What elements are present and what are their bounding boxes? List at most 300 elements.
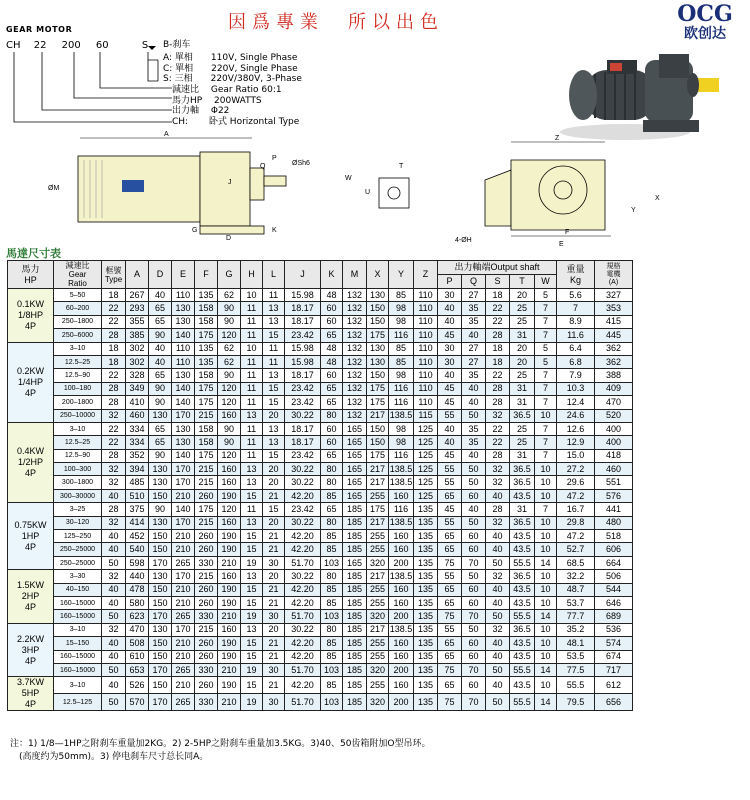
value-cell: 80 (321, 623, 343, 636)
power-cell: 0.4KW 1/2HP 4P (8, 422, 54, 502)
value-cell: 10 (535, 650, 557, 663)
value-cell: 190 (218, 543, 241, 556)
dim-label-z: Z (555, 135, 560, 142)
value-cell: 120 (218, 329, 241, 342)
value-cell: 60 (462, 530, 486, 543)
value-cell: 32.2 (557, 570, 595, 583)
value-cell: 32 (486, 516, 510, 529)
ratio-cell: 250–25000 (54, 556, 102, 569)
value-cell: 22 (486, 302, 510, 315)
value-cell: 165 (343, 436, 367, 449)
value-cell: 35 (462, 422, 486, 435)
value-cell: 40 (486, 489, 510, 502)
value-cell: 375 (126, 503, 149, 516)
value-cell: 414 (126, 516, 149, 529)
value-cell: 8.9 (557, 315, 595, 328)
value-cell: 40 (102, 583, 126, 596)
value-cell: 14 (535, 610, 557, 623)
table-row (8, 449, 633, 462)
value-cell: 40 (102, 596, 126, 609)
value-cell: 5 (535, 289, 557, 302)
value-cell: 717 (595, 663, 633, 676)
table-row (8, 623, 633, 636)
value-cell: 200 (389, 663, 414, 676)
dim-label-q: Q (260, 163, 266, 170)
value-cell: 18.17 (285, 315, 321, 328)
value-cell: 170 (172, 623, 195, 636)
value-cell: 135 (414, 543, 438, 556)
value-cell: 40 (486, 677, 510, 694)
value-cell: 21 (263, 543, 285, 556)
ratio-cell: 5–50 (54, 289, 102, 302)
value-cell: 160 (218, 623, 241, 636)
value-cell: 551 (595, 476, 633, 489)
value-cell: 103 (321, 610, 343, 623)
ratio-cell: 12.5–25 (54, 355, 102, 368)
value-cell: 210 (218, 663, 241, 676)
ratio-cell: 125–250 (54, 530, 102, 543)
value-cell: 10 (535, 476, 557, 489)
value-cell: 14 (535, 694, 557, 711)
value-cell: 35 (462, 302, 486, 315)
value-cell: 440 (126, 570, 149, 583)
value-cell: 30.22 (285, 409, 321, 422)
value-cell: 42.20 (285, 637, 321, 650)
value-cell: 55.5 (510, 663, 535, 676)
footnote-line: 注：1) 1/8—1HP之附刹车重量加2KG。2) 2-5HP之附刹车重量加3.5KG。3)40、50齿箱附加O型吊环。 (10, 739, 431, 749)
value-cell: 130 (367, 289, 389, 302)
value-cell: 65 (149, 369, 172, 382)
value-cell: 580 (126, 596, 149, 609)
value-cell: 330 (195, 663, 218, 676)
value-cell: 536 (595, 623, 633, 636)
table-row (8, 677, 633, 694)
value-cell: 15 (241, 650, 263, 663)
ratio-cell: 300–1800 (54, 476, 102, 489)
value-cell: 50 (486, 610, 510, 623)
value-cell: 24.6 (557, 409, 595, 422)
value-cell: 65 (438, 583, 462, 596)
value-cell: 22 (102, 315, 126, 328)
header-dim: F (195, 261, 218, 289)
dim-label-u: U (365, 189, 371, 196)
value-cell: 18 (102, 342, 126, 355)
value-cell: 260 (195, 596, 218, 609)
value-cell: 90 (218, 315, 241, 328)
value-cell: 12.6 (557, 422, 595, 435)
table-row (8, 650, 633, 663)
value-cell: 165 (343, 422, 367, 435)
value-cell: 110 (414, 315, 438, 328)
value-cell: 40 (149, 355, 172, 368)
value-cell: 653 (126, 663, 149, 676)
value-cell: 674 (595, 650, 633, 663)
value-cell: 15 (241, 530, 263, 543)
value-cell: 260 (195, 530, 218, 543)
value-cell: 13 (241, 463, 263, 476)
value-cell: 11 (241, 315, 263, 328)
value-cell: 110 (414, 329, 438, 342)
value-cell: 158 (195, 369, 218, 382)
value-cell: 175 (195, 503, 218, 516)
value-cell: 36.5 (510, 409, 535, 422)
value-cell: 320 (367, 694, 389, 711)
value-cell: 11 (241, 302, 263, 315)
value-cell: 175 (195, 382, 218, 395)
value-cell: 210 (172, 637, 195, 650)
value-cell: 135 (414, 677, 438, 694)
value-cell: 75 (438, 610, 462, 623)
value-cell: 43.5 (510, 637, 535, 650)
spec-legend (172, 85, 299, 127)
value-cell: 55 (438, 623, 462, 636)
value-cell: 42.20 (285, 596, 321, 609)
ratio-cell: 160–15000 (54, 650, 102, 663)
value-cell: 320 (367, 556, 389, 569)
value-cell: 120 (218, 382, 241, 395)
ratio-cell: 3–10 (54, 342, 102, 355)
table-row (8, 342, 633, 355)
value-cell: 130 (172, 436, 195, 449)
value-cell: 158 (195, 436, 218, 449)
value-cell: 362 (595, 355, 633, 368)
value-cell: 132 (343, 409, 367, 422)
value-cell: 65 (438, 637, 462, 650)
value-cell: 656 (595, 694, 633, 711)
value-cell: 302 (126, 355, 149, 368)
value-cell: 7 (535, 329, 557, 342)
value-cell: 132 (343, 369, 367, 382)
value-cell: 135 (414, 610, 438, 623)
value-cell: 150 (149, 530, 172, 543)
table-row (8, 396, 633, 409)
value-cell: 185 (343, 650, 367, 663)
dim-label-w: W (345, 175, 352, 182)
value-cell: 623 (126, 610, 149, 623)
value-cell: 135 (414, 663, 438, 676)
value-cell: 400 (595, 436, 633, 449)
value-cell: 90 (149, 396, 172, 409)
value-cell: 190 (218, 596, 241, 609)
value-cell: 32 (102, 570, 126, 583)
value-cell: 40 (486, 530, 510, 543)
value-cell: 10 (535, 583, 557, 596)
value-cell: 10 (535, 637, 557, 650)
value-cell: 27 (462, 289, 486, 302)
value-cell: 140 (172, 503, 195, 516)
header-dim: K (321, 261, 343, 289)
value-cell: 185 (343, 503, 367, 516)
value-cell: 7.9 (557, 369, 595, 382)
value-cell: 60 (462, 583, 486, 596)
value-cell: 75 (438, 663, 462, 676)
value-cell: 22 (102, 302, 126, 315)
value-cell: 80 (321, 463, 343, 476)
value-cell: 265 (172, 556, 195, 569)
value-cell: 320 (367, 610, 389, 623)
value-cell: 40 (438, 315, 462, 328)
table-row (8, 315, 633, 328)
value-cell: 18.17 (285, 302, 321, 315)
value-cell: 40 (102, 677, 126, 694)
dim-label-s: ØSh6 (292, 160, 310, 167)
value-cell: 40 (462, 329, 486, 342)
value-cell: 175 (367, 449, 389, 462)
value-cell: 210 (172, 677, 195, 694)
value-cell: 21 (263, 530, 285, 543)
value-cell: 175 (195, 329, 218, 342)
header-dim: J (285, 261, 321, 289)
value-cell: 185 (343, 543, 367, 556)
value-cell: 60 (321, 436, 343, 449)
value-cell: 15.98 (285, 289, 321, 302)
value-cell: 646 (595, 596, 633, 609)
value-cell: 115 (414, 409, 438, 422)
value-cell: 200 (389, 694, 414, 711)
dim-label-g: G (192, 227, 198, 234)
value-cell: 11 (263, 355, 285, 368)
value-cell: 40 (438, 422, 462, 435)
ratio-cell: 250–10000 (54, 409, 102, 422)
value-cell: 20 (263, 516, 285, 529)
value-cell: 29.6 (557, 476, 595, 489)
value-cell: 30 (263, 610, 285, 623)
value-cell: 185 (343, 596, 367, 609)
dim-label-e: E (559, 241, 564, 248)
value-cell: 25 (510, 315, 535, 328)
value-cell: 50 (102, 610, 126, 623)
dim-label-x: X (655, 195, 660, 202)
value-cell: 7 (535, 396, 557, 409)
value-cell: 135 (414, 583, 438, 596)
phase-option: A: 單相 110V, Single Phase (163, 53, 298, 63)
value-cell: 215 (195, 476, 218, 489)
header-dim: E (172, 261, 195, 289)
value-cell: 441 (595, 503, 633, 516)
value-cell: 415 (595, 315, 633, 328)
value-cell: 30 (263, 694, 285, 711)
value-cell: 85 (389, 289, 414, 302)
value-cell: 334 (126, 422, 149, 435)
value-cell: 13 (263, 315, 285, 328)
value-cell: 160 (218, 516, 241, 529)
value-cell: 62 (218, 342, 241, 355)
value-cell: 265 (172, 694, 195, 711)
brand-name: OCG (677, 1, 733, 27)
value-cell: 130 (149, 463, 172, 476)
table-row (8, 463, 633, 476)
value-cell: 210 (172, 596, 195, 609)
value-cell: 140 (172, 449, 195, 462)
value-cell: 10 (535, 677, 557, 694)
value-cell: 130 (149, 409, 172, 422)
value-cell: 7 (535, 302, 557, 315)
value-cell: 25 (510, 369, 535, 382)
value-cell: 75 (438, 694, 462, 711)
value-cell: 260 (195, 650, 218, 663)
ratio-cell: 3–10 (54, 677, 102, 694)
value-cell: 60 (462, 543, 486, 556)
value-cell: 125 (414, 436, 438, 449)
header-dim: M (343, 261, 367, 289)
value-cell: 98 (389, 436, 414, 449)
value-cell: 28 (102, 396, 126, 409)
value-cell: 62 (218, 289, 241, 302)
value-cell: 65 (149, 302, 172, 315)
value-cell: 132 (343, 315, 367, 328)
ratio-cell: 250–25000 (54, 543, 102, 556)
value-cell: 485 (126, 476, 149, 489)
value-cell: 18 (102, 355, 126, 368)
model-part-phase: S (141, 40, 149, 51)
value-cell: 15 (241, 489, 263, 502)
value-cell: 98 (389, 302, 414, 315)
value-cell: 55 (438, 409, 462, 422)
value-cell: 185 (343, 637, 367, 650)
value-cell: 110 (414, 396, 438, 409)
value-cell: 65 (149, 436, 172, 449)
ratio-cell: 3–10 (54, 623, 102, 636)
value-cell: 150 (367, 302, 389, 315)
value-cell: 130 (172, 302, 195, 315)
value-cell: 135 (195, 355, 218, 368)
value-cell: 43.5 (510, 530, 535, 543)
value-cell: 40 (486, 596, 510, 609)
value-cell: 132 (343, 289, 367, 302)
value-cell: 170 (172, 570, 195, 583)
value-cell: 32 (486, 570, 510, 583)
value-cell: 42.20 (285, 543, 321, 556)
value-cell: 170 (172, 409, 195, 422)
value-cell: 90 (149, 503, 172, 516)
value-cell: 158 (195, 302, 218, 315)
value-cell: 68.5 (557, 556, 595, 569)
value-cell: 60 (462, 489, 486, 502)
value-cell: 15 (263, 449, 285, 462)
header-shaft-col: Q (462, 275, 486, 289)
value-cell: 116 (389, 382, 414, 395)
value-cell: 80 (321, 516, 343, 529)
value-cell: 478 (126, 583, 149, 596)
value-cell: 42.20 (285, 650, 321, 663)
value-cell: 185 (343, 694, 367, 711)
dim-label-f: F (565, 229, 570, 236)
value-cell: 200 (389, 610, 414, 623)
value-cell: 510 (126, 489, 149, 502)
dim-label-p: P (272, 155, 277, 162)
value-cell: 132 (343, 329, 367, 342)
brake-legend (163, 40, 190, 51)
value-cell: 103 (321, 556, 343, 569)
header-dim: H (241, 261, 263, 289)
value-cell: 6.4 (557, 342, 595, 355)
ratio-cell: 160–15000 (54, 610, 102, 623)
value-cell: 43.5 (510, 583, 535, 596)
value-cell: 160 (218, 570, 241, 583)
value-cell: 85 (321, 543, 343, 556)
ratio-cell: 200–1800 (54, 396, 102, 409)
value-cell: 508 (126, 637, 149, 650)
value-cell: 32 (102, 463, 126, 476)
value-cell: 135 (414, 694, 438, 711)
value-cell: 27.2 (557, 463, 595, 476)
value-cell: 150 (149, 677, 172, 694)
value-cell: 13 (263, 369, 285, 382)
value-cell: 526 (126, 677, 149, 694)
slogan: 因爲專業 所以出色 (228, 12, 444, 33)
value-cell: 42.20 (285, 583, 321, 596)
header-dim: Z (414, 261, 438, 289)
value-cell: 65 (321, 329, 343, 342)
value-cell: 23.42 (285, 382, 321, 395)
value-cell: 135 (414, 596, 438, 609)
dim-label-hole: 4-ØH (455, 237, 472, 244)
value-cell: 409 (595, 382, 633, 395)
value-cell: 30 (438, 342, 462, 355)
value-cell: 85 (321, 677, 343, 694)
value-cell: 21 (263, 583, 285, 596)
value-cell: 120 (218, 449, 241, 462)
value-cell: 217 (367, 623, 389, 636)
value-cell: 190 (218, 489, 241, 502)
value-cell: 70 (462, 556, 486, 569)
value-cell: 210 (218, 694, 241, 711)
value-cell: 7 (535, 422, 557, 435)
value-cell: 10 (535, 530, 557, 543)
value-cell: 18 (486, 289, 510, 302)
value-cell: 11 (241, 422, 263, 435)
value-cell: 19 (241, 556, 263, 569)
ratio-cell: 100–180 (54, 382, 102, 395)
value-cell: 31 (510, 329, 535, 342)
value-cell: 51.70 (285, 694, 321, 711)
value-cell: 606 (595, 543, 633, 556)
value-cell: 55.5 (510, 556, 535, 569)
value-cell: 135 (414, 556, 438, 569)
value-cell: 20 (263, 570, 285, 583)
value-cell: 43.5 (510, 596, 535, 609)
value-cell: 30 (263, 556, 285, 569)
value-cell: 55.5 (557, 677, 595, 694)
value-cell: 135 (414, 516, 438, 529)
table-row (8, 489, 633, 502)
value-cell: 352 (126, 449, 149, 462)
value-cell: 45 (438, 329, 462, 342)
value-cell: 79.5 (557, 694, 595, 711)
value-cell: 130 (172, 422, 195, 435)
value-cell: 65 (438, 677, 462, 694)
value-cell: 160 (389, 530, 414, 543)
ratio-cell: 100–300 (54, 463, 102, 476)
value-cell: 30.22 (285, 623, 321, 636)
value-cell: 65 (321, 503, 343, 516)
value-cell: 544 (595, 583, 633, 596)
value-cell: 125 (414, 449, 438, 462)
value-cell: 217 (367, 570, 389, 583)
value-cell: 20 (263, 623, 285, 636)
value-cell: 51.70 (285, 610, 321, 623)
value-cell: 40 (462, 449, 486, 462)
value-cell: 138.5 (389, 570, 414, 583)
dim-label-k: K (272, 227, 277, 234)
value-cell: 50 (102, 663, 126, 676)
value-cell: 185 (343, 583, 367, 596)
value-cell: 138.5 (389, 516, 414, 529)
value-cell: 116 (389, 449, 414, 462)
value-cell: 20 (510, 355, 535, 368)
table-row (8, 503, 633, 516)
value-cell: 40 (462, 396, 486, 409)
